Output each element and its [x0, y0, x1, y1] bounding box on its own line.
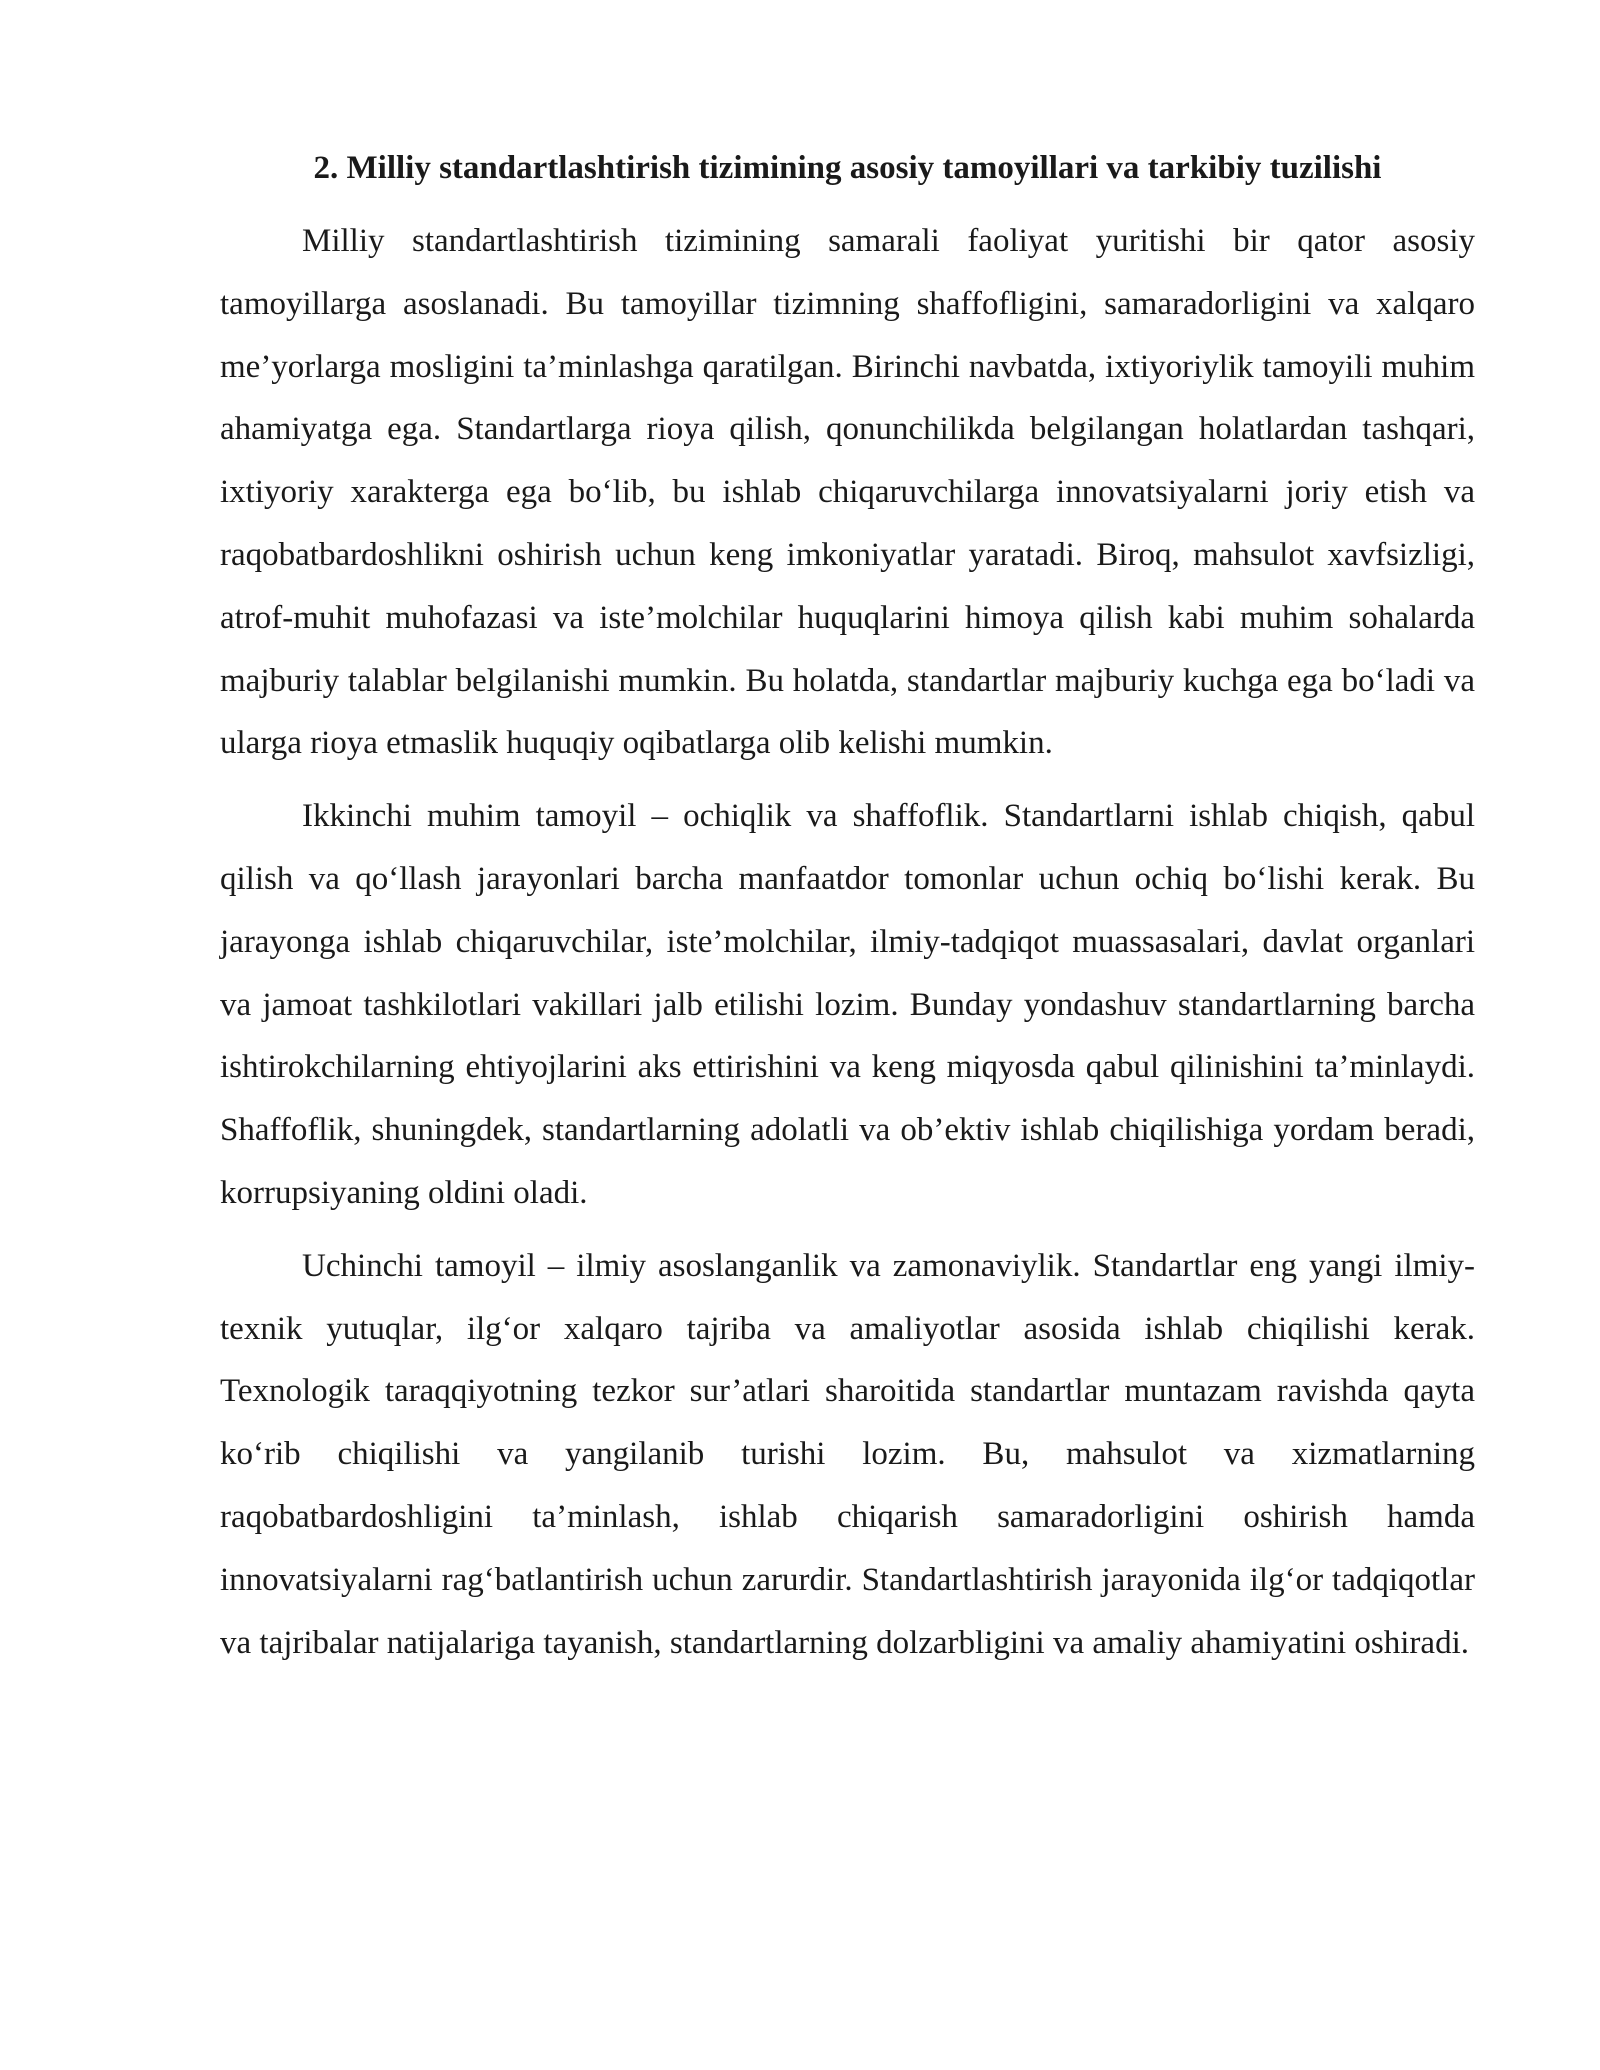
paragraph-voluntariness: Milliy standartlashtirish tizimining samarali faoliyat yuritishi bir qator asosiy tamoyillarga asoslanadi. Bu tamoyillar tizimning shaffofligini, samaradorligini va xalqaro me’yorlarga mosligini ta’minlashga qaratilgan. Birinchi navbatda, ixtiyoriylik tamoyili muhim ahamiyatga ega. Standartlarga rioya qilish, qonunchilikda belgilangan holatlardan tashqari, ixtiyoriy xarakterga ega bo‘lib, bu ishlab chiqaruvchilarga innovatsiyalarni joriy etish va raqobatbardoshlikni oshirish uchun keng imkoniyatlar yaratadi. Biroq, mahsulot xavfsizligi, atrof-muhit muhofazasi va iste’molchilar huquqlarini himoya qilish kabi muhim sohalarda majburiy talablar belgilanishi mumkin. Bu holatda, standartlar majburiy kuchga ega bo‘ladi va ularga rioya etmaslik huquqiy oqibatlarga olib kelishi mumkin. — [220, 223, 1475, 762]
paragraph-scientific-basis: Uchinchi tamoyil – ilmiy asoslanganlik va zamonaviylik. Standartlar eng yangi ilmiy-texnik yutuqlar, ilg‘or xalqaro tajriba va amaliyotlar asosida ishlab chiqilishi kerak. Texnologik taraqqiyotning tezkor sur’atlari sharoitida standartlar muntazam ravishda qayta ko‘rib chiqilishi va yangilanib turishi lozim. Bu, mahsulot va xizmatlarning raqobatbardoshligini ta’minlash, ishlab chiqarish samaradorligini oshirish hamda innovatsiyalarni rag‘batlantirish uchun zarurdir. Standartlashtirish jarayonida ilg‘or tadqiqotlar va tajribalar natijalariga tayanish, standartlarning dolzarbligini va amaliy ahamiyatini oshiradi. — [220, 1247, 1475, 1661]
section-heading: 2. Milliy standartlashtirish tizimining asosiy tamoyillari va tarkibiy tuzilishi — [313, 150, 1382, 186]
document-page — [220, 138, 1475, 1684]
paragraph-openness: Ikkinchi muhim tamoyil – ochiqlik va shaffoflik. Standartlarni ishlab chiqish, qabul qilish va qo‘llash jarayonlari barcha manfaatdor tomonlar uchun ochiq bo‘lishi kerak. Bu jarayonga ishlab chiqaruvchilar, iste’molchilar, ilmiy-tadqiqot muassasalari, davlat organlari va jamoat tashkilotlari vakillari jalb etilishi lozim. Bunday yondashuv standartlarning barcha ishtirokchilarning ehtiyojlarini aks ettirishini va keng miqyosda qabul qilinishini ta’minlaydi. Shaffoflik, shuningdek, standartlarning adolatli va ob’ektiv ishlab chiqilishiga yordam beradi, korrupsiyaning oldini oladi. — [220, 798, 1475, 1211]
